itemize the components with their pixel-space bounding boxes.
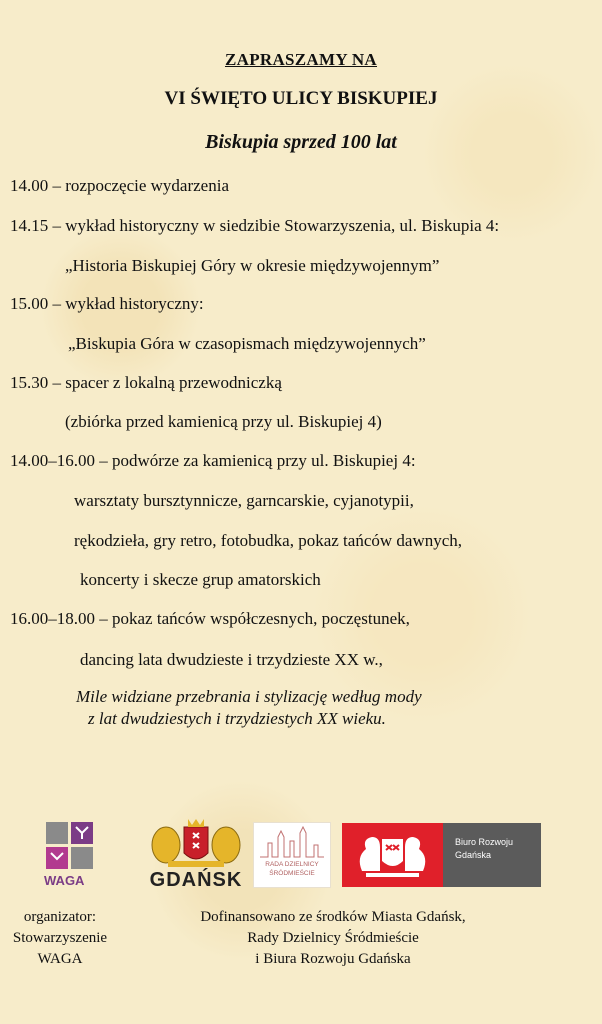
waga-logo-icon (44, 822, 100, 872)
skyline-icon (254, 823, 330, 861)
program-line: dancing lata dwudzieste i trzydzieste XX w., (80, 650, 383, 669)
funding-line: Dofinansowano ze środków Miasta Gdańsk, (200, 909, 466, 925)
gdansk-crest-icon (148, 817, 244, 869)
funding-line: i Biura Rozwoju Gdańska (255, 951, 411, 967)
funding-line: Rady Dzielnicy Śródmieście (247, 930, 419, 946)
program-line: 16.00–18.00 – pokaz tańców współczesnych, poczęstunek, (10, 609, 410, 628)
program-line: koncerty i skecze grup amatorskich (80, 570, 321, 589)
rada-logo-line1: RADA DZIELNICY (265, 861, 319, 868)
program-line: „Historia Biskupiej Góry w okresie międzywojennym” (65, 256, 440, 275)
program-line: 14.15 – wykład historyczny w siedzibie Stowarzyszenia, ul. Biskupia 4: (10, 216, 500, 235)
gdansk-logo-text: GDAŃSK (149, 869, 243, 891)
program-line: (zbiórka przed kamienicą przy ul. Biskupiej 4) (65, 412, 382, 431)
program-line: 15.00 – wykład historyczny: (10, 294, 204, 313)
program-line: rękodzieła, gry retro, fotobudka, pokaz tańców dawnych, (74, 531, 463, 550)
program-line: 14.00–16.00 – podwórze za kamienicą przy ul. Biskupiej 4: (10, 451, 416, 470)
brg-logo (342, 823, 443, 887)
organizer-name: Stowarzyszenie (12, 930, 108, 946)
page-title-invite: ZAPRASZAMY NA (224, 50, 378, 69)
organizer-label: organizator: (23, 909, 97, 925)
program-line: 14.00 – rozpoczęcie wydarzenia (10, 176, 229, 195)
waga-logo (44, 822, 100, 892)
program-line: 15.30 – spacer z lokalną przewodniczką (10, 373, 282, 392)
organizer-name: WAGA (37, 951, 83, 967)
dress-code-note: z lat dwudziestych i trzydziestych XX wieku. (88, 709, 386, 728)
program-line: „Biskupia Góra w czasopismach międzywojennych” (68, 334, 426, 353)
program-line: warsztaty bursztynnicze, garncarskie, cyjanotypii, (74, 491, 414, 510)
page-title-event: VI ŚWIĘTO ULICY BISKUPIEJ (164, 88, 438, 109)
brg-logo-line1: Biuro Rozwoju (455, 837, 514, 847)
dress-code-note: Mile widziane przebrania i stylizację według mody (76, 687, 422, 706)
lions-crest-icon (342, 823, 443, 887)
gdansk-logo (148, 817, 244, 893)
waga-logo-text: WAGA (44, 873, 85, 888)
funding-block (178, 907, 488, 970)
rada-dzielnicy-logo (253, 822, 331, 888)
brg-logo-line2: Gdańska (455, 850, 492, 860)
organizer-block (10, 907, 110, 970)
rada-logo-line2: ŚRÓDMIEŚCIE (269, 870, 315, 877)
page-subtitle: Biskupia sprzed 100 lat (205, 131, 397, 153)
brg-logo-text (455, 836, 535, 862)
